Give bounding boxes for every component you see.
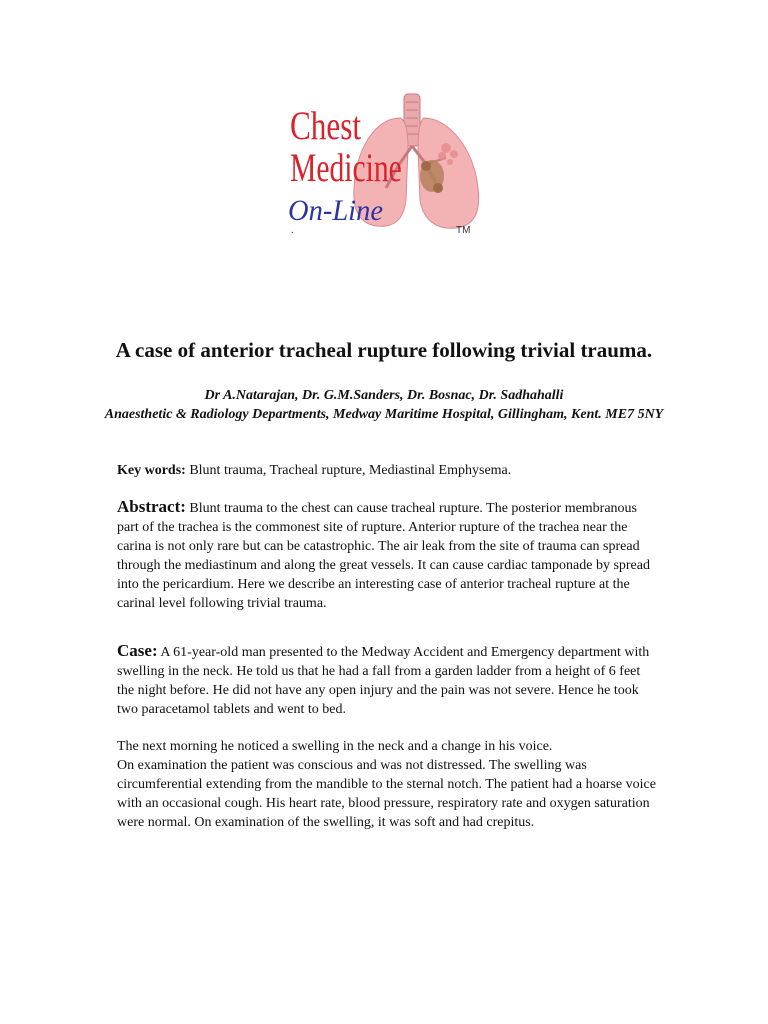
author-block: [100, 386, 668, 424]
keywords-label: Key words:: [117, 463, 186, 478]
case-text: A 61-year-old man presented to the Medway Accident and Emergency department with swelling in the neck. He told us that he had a fall from a garden ladder from a height of 6 feet the night before. He did not have any open injury and the pain was not severe. Hence he took two paracetamol tablets and went to bed.: [117, 645, 650, 717]
trademark-mark: TM: [456, 225, 471, 236]
keywords-text: Blunt trauma, Tracheal rupture, Mediastinal Emphysema.: [185, 463, 512, 478]
abstract-label: Abstract:: [117, 497, 186, 516]
logo-word-online: On-Line: [288, 194, 383, 227]
article-title: A case of anterior tracheal rupture following trivial trauma.: [115, 338, 653, 362]
author-names: Dr A.Natarajan, Dr. G.M.Sanders, Dr. Bosnac, Dr. Sadhahalli: [204, 388, 564, 403]
abstract-text: Blunt trauma to the chest can cause tracheal rupture. The posterior membranous part of the trachea is the commonest site of rupture. Anterior rupture of the trachea near the carina is not only rare but can be catastrophic. The air leak from the site of trauma can spread through the mediastinum and along the great vessels. It can cause cardiac tamponade by spread into the pericardium. Here we describe an interesting case of anterior tracheal rupture at the carinal level following trivial trauma.: [117, 501, 650, 611]
keywords-paragraph: [117, 461, 657, 480]
case-label: Case:: [117, 641, 158, 660]
logo-word-medicine: Medicine: [290, 145, 402, 190]
examination-paragraph: [117, 737, 657, 832]
author-affiliation: Anaesthetic & Radiology Departments, Medway Maritime Hospital, Gillingham, Kent. ME7 5NY: [104, 407, 664, 422]
logo-word-chest: Chest: [290, 103, 362, 148]
case-paragraph: [117, 641, 657, 719]
abstract-paragraph: [117, 497, 657, 613]
chest-medicine-logo: [286, 88, 486, 238]
logo-dot: .: [291, 225, 294, 236]
examination-line-2: On examination the patient was conscious and was not distressed. The swelling was circumferential extending from the mandible to the sternal notch. The patient had a hoarse voice with an occasional cough. His heart rate, blood pressure, respiratory rate and oxygen saturation were normal. On examination of the swelling, it was soft and had crepitus.: [117, 758, 656, 830]
examination-line-1: The next morning he noticed a swelling in the neck and a change in his voice.: [117, 739, 553, 754]
